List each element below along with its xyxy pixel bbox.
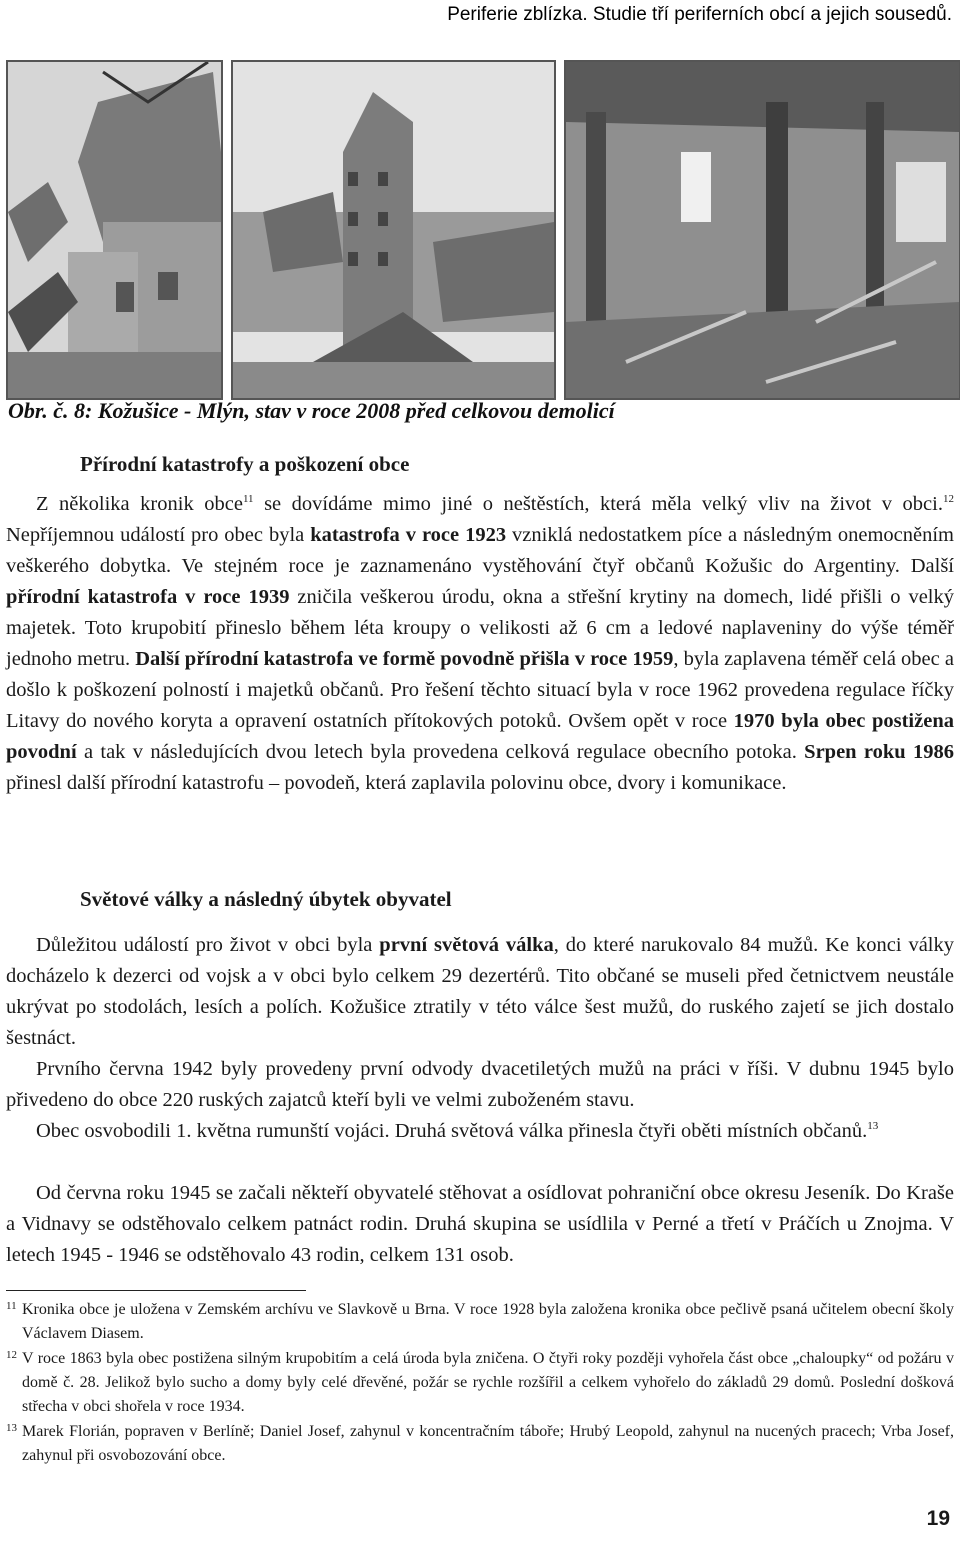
text-run: vzniklá nedostatkem píce a následným onemocněním veškerého dobytka. Ve stejném roce je zaznamenáno vystěhování čtyř občanů Kožušic do Argentiny. Další bbox=[6, 524, 954, 577]
bold-run: Srpen roku 1986 bbox=[804, 741, 954, 763]
footnote-separator bbox=[6, 1290, 306, 1291]
text-run: Nepříjemnou událostí pro obec byla bbox=[6, 524, 311, 546]
footnote-text: Kronika obce je uložena v Zemském archívu ve Slavkově u Brna. V roce 1928 byla založena kronika obce pečlivě psaná učitelem obecní školy Václavem Diasem. bbox=[22, 1301, 954, 1342]
text-run: , byla zaplavena téměř celá obec a došlo k poškození polností i majetků občanů. Pro řešení těchto situací byla v roce 1962 provedena regulace říčky Litavy do nového koryta a opravení ostatních přítokových potoků. Ovšem opět v roce bbox=[6, 648, 954, 732]
figure-caption: Obr. č. 8: Kožušice - Mlýn, stav v roce 2008 před celkovou demolicí bbox=[8, 398, 615, 423]
photo-mill-tower bbox=[231, 60, 556, 400]
text-run: Důležitou událostí pro život v obci byla bbox=[36, 934, 380, 956]
paragraph-resettlement: Od června roku 1945 se začali někteří obyvatelé stěhovat a osídlovat pohraniční obce okresu Jeseník. Do Kraše a Vidnavy se odstěhovalo celkem patnáct rodin. Druhá skupina se usídlila v Perné a třetí v Práčích u Znojma. V letech 1945 - 1946 se odstěhovalo 43 rodin, celkem 131 osob. bbox=[6, 1182, 954, 1266]
bold-run: přírodní katastrofa v roce 1939 bbox=[6, 586, 290, 608]
page-number: 19 bbox=[926, 1507, 950, 1530]
paragraph-labor-draft: Prvního června 1942 byly provedeny první odvody dvacetiletých mužů na práci v říši. V dubnu 1945 bylo přivedeno do obce 220 ruských zajatců kteří byli ve velmi zuboženém stavu. bbox=[6, 1058, 954, 1111]
paragraph-first-world-war bbox=[6, 930, 954, 1054]
paragraph-natural-disasters bbox=[6, 489, 954, 799]
footnote-number: 11 bbox=[6, 1300, 17, 1312]
text-run: a tak v následujících dvou letech byla provedena celková regulace obecního potoka. bbox=[76, 741, 805, 763]
bold-run: 1970 byla obec postižena povodní bbox=[6, 710, 954, 763]
footnotes bbox=[6, 1298, 954, 1469]
footnote-number: 12 bbox=[6, 1349, 17, 1361]
footnote-11 bbox=[6, 1298, 954, 1346]
section-heading-world-wars: Světové války a následný úbytek obyvatel bbox=[80, 887, 452, 911]
footnote-ref-11: 11 bbox=[242, 493, 254, 505]
running-header: Periferie zblízka. Studie tří periferních obcí a jejich sousedů. bbox=[447, 4, 952, 25]
footnote-ref-13: 13 bbox=[867, 1120, 879, 1132]
footnote-number: 13 bbox=[6, 1422, 17, 1434]
section-heading-natural-disasters: Přírodní katastrofy a poškození obce bbox=[80, 452, 410, 476]
text-run: zničila veškerou úrodu, okna a střešní krytiny na domech, lidé přišli o velký majetek. Toto krupobití přineslo během léta kroupy o velikosti až 6 cm a ledové naplaveniny do výše téměř jednoho metru. bbox=[6, 586, 954, 670]
footnote-13 bbox=[6, 1420, 954, 1468]
text-run: Z několika kronik obce bbox=[36, 493, 243, 515]
bold-run: Další přírodní katastrofa ve formě povodně přišla v roce 1959 bbox=[135, 648, 674, 670]
photo-mill-interior bbox=[564, 60, 960, 400]
footnote-text: V roce 1863 byla obec postižena silným krupobitím a celá úroda byla zničena. O čtyři roky později vyhořela část obce „chaloupky“ od požáru v domě č. 28. Jelikož bylo sucho a domy byly celé dřevěné, požár se rychle rozšířil a celkem vyhořelo do základů 29 domů. Poslední došková střecha v obci shořela v roce 1934. bbox=[22, 1350, 954, 1415]
bold-run: první světová válka bbox=[379, 934, 554, 956]
bold-run: katastrofa v roce 1923 bbox=[310, 524, 507, 546]
footnote-12 bbox=[6, 1347, 954, 1419]
text-run: se dovídáme mimo jiné o neštěstích, která měla velký vliv na život v obci. bbox=[253, 493, 943, 515]
footnote-text: Marek Florián, popraven v Berlíně; Daniel Josef, zahynul v koncentračním táboře; Hrubý Leopold, zahynul na nucených pracech; Vrba Josef, zahynul při osvobozování obce. bbox=[22, 1423, 954, 1464]
text-run: , do které narukovalo 84 mužů. Ke konci války docházelo k dezerci od vojsk a v obci bylo celkem 29 dezertérů. Tito občané se museli před četnictvem neustále ukrývat po stodolách, lesích a polích. Kožušice ztratily v této válce šest mužů, do ruského zajetí se jich dostalo šestnáct. bbox=[6, 934, 954, 1049]
photo-mill-exterior bbox=[6, 60, 223, 400]
footnote-ref-12: 12 bbox=[942, 493, 954, 505]
paragraph-liberation bbox=[6, 1116, 954, 1147]
text-run: přinesl další přírodní katastrofu – povodeň, která zaplavila polovinu obce, dvory i komunikace. bbox=[6, 772, 787, 794]
text-run: Obec osvobodili 1. května rumunští vojáci. Druhá světová válka přinesla čtyři oběti místních občanů. bbox=[36, 1120, 868, 1142]
